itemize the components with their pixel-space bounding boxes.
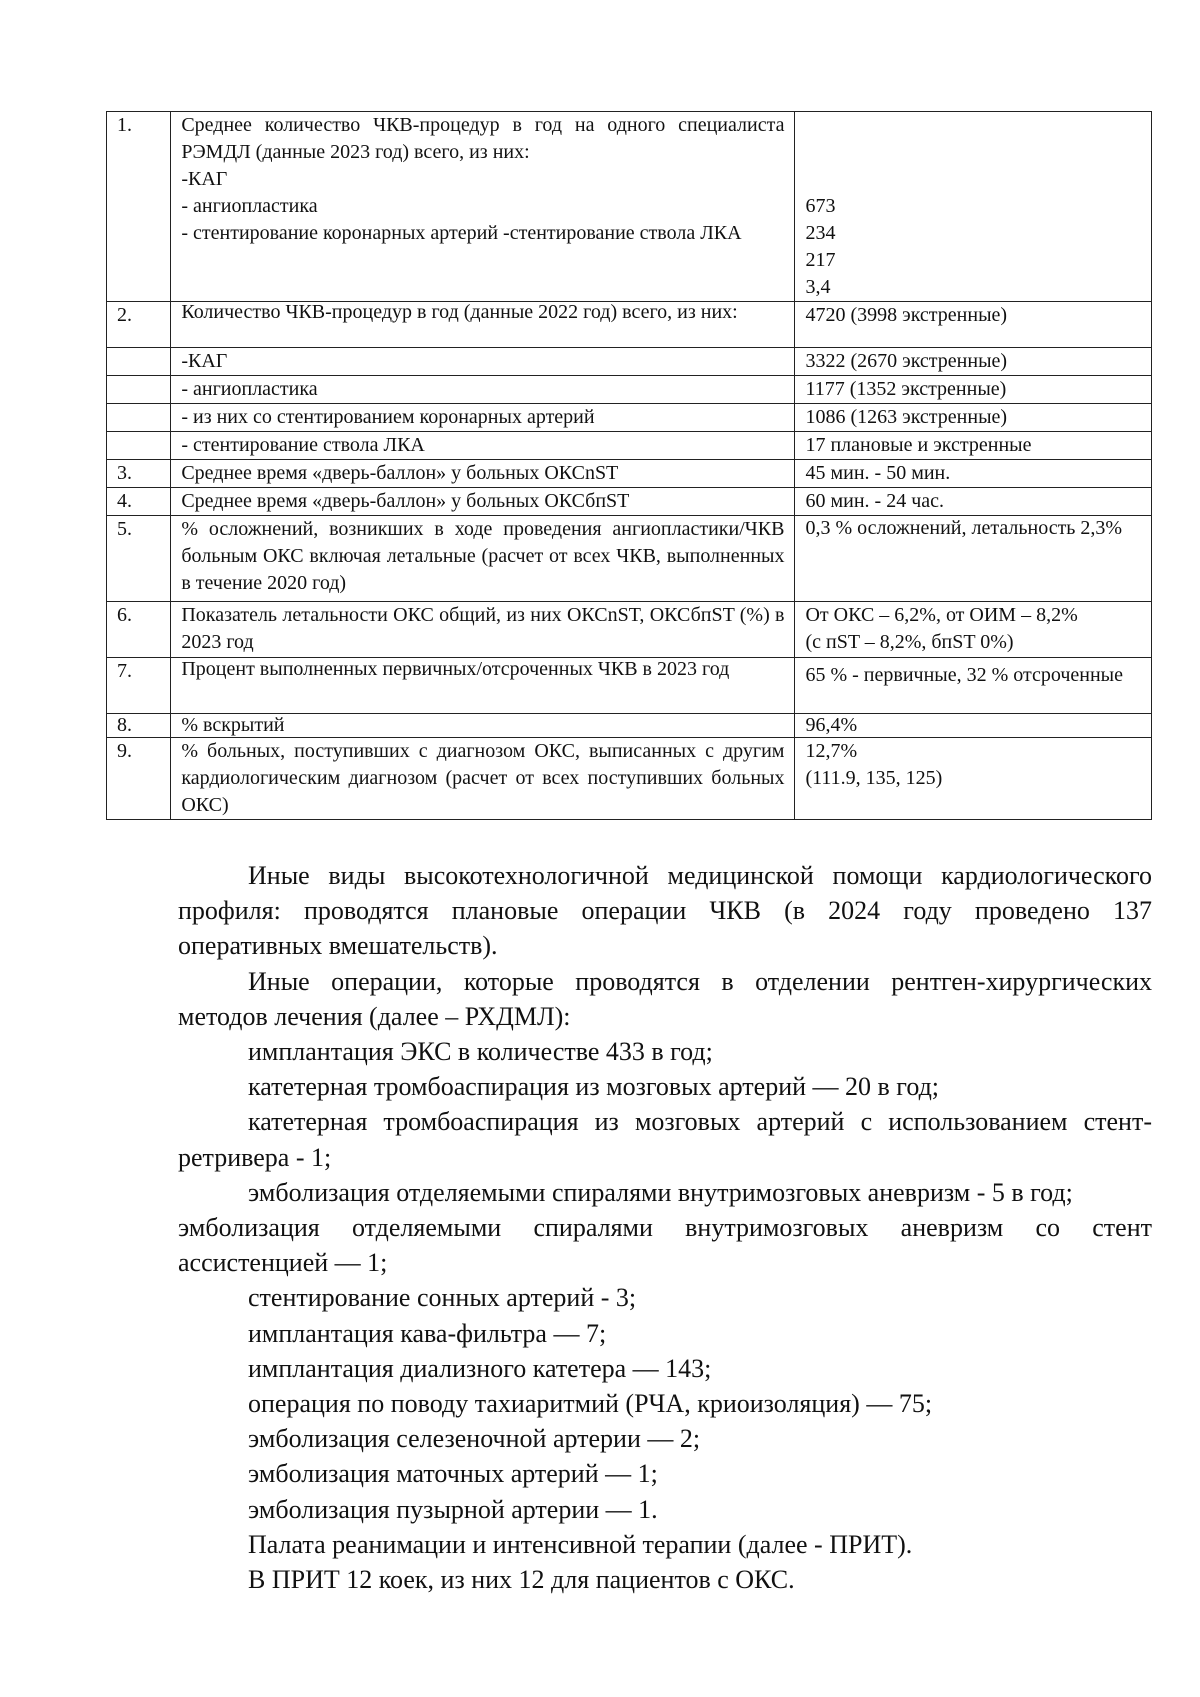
- list-item: катетерная тромбоаспирация из мозговых артерий — 20 в год;: [248, 1072, 940, 1102]
- table-row: [107, 516, 1152, 602]
- table-row: [107, 460, 1152, 488]
- paragraph: Иные операции, которые проводятся в отделении рентген-хирургических методов лечения (далее – РХДМЛ):: [178, 966, 1152, 1031]
- row-number: 2.: [107, 302, 171, 348]
- row-value: 60 мин. - 24 час.: [795, 488, 1152, 516]
- list-item: имплантация ЭКС в количестве 433 в год;: [248, 1037, 713, 1067]
- list-item: эмболизация отделяемыми спиралями внутримозговых аневризм со стент ассистенцией — 1;: [178, 1213, 1152, 1278]
- table-row: [107, 376, 1152, 404]
- row-value: 96,4%: [795, 714, 1152, 738]
- list-item: катетерная тромбоаспирация из мозговых артерий с использованием стент- ретривера - 1;: [178, 1107, 1152, 1172]
- row-description: % больных, поступивших с диагнозом ОКС, выписанных с другим кардиологическим диагнозом (расчет от всех поступивших больных ОКС): [171, 738, 795, 820]
- table-row: [107, 714, 1152, 738]
- table-row: [107, 432, 1152, 460]
- list-item: имплантация кава-фильтра — 7;: [248, 1318, 607, 1348]
- row-value: 17 плановые и экстренные: [795, 432, 1152, 460]
- row-value: 3322 (2670 экстренные): [795, 348, 1152, 376]
- row-description: - стентирование ствола ЛКА: [171, 432, 795, 460]
- table-row: [107, 602, 1152, 658]
- row-number: 8.: [107, 714, 171, 738]
- paragraph: Иные виды высокотехнологичной медицинской помощи кардиологического профиля: проводятся плановые операции ЧКВ (в 2024 году проведено 137 оперативных вмешательств).: [178, 861, 1152, 961]
- paragraph: Палата реанимации и интенсивной терапии (далее - ПРИТ).: [248, 1529, 913, 1559]
- row-number: 5.: [107, 516, 171, 602]
- list-item: эмболизация селезеночной артерии — 2;: [248, 1424, 701, 1454]
- row-number: [107, 376, 171, 404]
- table-row: [107, 658, 1152, 714]
- row-description: Среднее время «дверь-баллон» у больных ОКСnST: [171, 460, 795, 488]
- table-row: [107, 348, 1152, 376]
- table-row: [107, 112, 1152, 302]
- row-value: 45 мин. - 50 мин.: [795, 460, 1152, 488]
- row-value: 4720 (3998 экстренные): [795, 302, 1152, 348]
- statistics-table: [106, 111, 1152, 820]
- row-value: 0,3 % осложнений, летальность 2,3%: [795, 516, 1152, 602]
- table-row: [107, 302, 1152, 348]
- row-value: 65 % - первичные, 32 % отсроченные: [795, 658, 1152, 714]
- table-row: [107, 488, 1152, 516]
- row-number: 6.: [107, 602, 171, 658]
- list-item: операция по поводу тахиаритмий (РЧА, криоизоляция) — 75;: [248, 1389, 933, 1419]
- table-row: [107, 738, 1152, 820]
- row-number: 3.: [107, 460, 171, 488]
- list-item: стентирование сонных артерий - 3;: [248, 1283, 637, 1313]
- row-number: [107, 432, 171, 460]
- list-item: имплантация диализного катетера — 143;: [248, 1353, 712, 1383]
- row-number: [107, 348, 171, 376]
- row-number: 7.: [107, 658, 171, 714]
- row-description: Количество ЧКВ-процедур в год (данные 2022 год) всего, из них:: [171, 302, 795, 348]
- body-text: [178, 858, 1152, 1597]
- row-number: 1.: [107, 112, 171, 302]
- list-item: эмболизация пузырной артерии — 1.: [248, 1494, 658, 1524]
- paragraph: В ПРИТ 12 коек, из них 12 для пациентов с ОКС.: [248, 1565, 795, 1595]
- row-description: Среднее время «дверь-баллон» у больных ОКСбпST: [171, 488, 795, 516]
- row-description: Процент выполненных первичных/отсроченных ЧКВ в 2023 год: [171, 658, 795, 714]
- row-description: Показатель летальности ОКС общий, из них ОКСnST, ОКСбпST (%) в 2023 год: [171, 602, 795, 658]
- row-value: 1177 (1352 экстренные): [795, 376, 1152, 404]
- row-description: -КАГ: [171, 348, 795, 376]
- row-description: - из них со стентированием коронарных артерий: [171, 404, 795, 432]
- row-number: 9.: [107, 738, 171, 820]
- row-value: От ОКС – 6,2%, от ОИМ – 8,2% (с пST – 8,2%, бпST 0%): [795, 602, 1152, 658]
- list-item: эмболизация маточных артерий — 1;: [248, 1459, 658, 1489]
- row-number: [107, 404, 171, 432]
- row-description: - ангиопластика: [171, 376, 795, 404]
- row-description: % вскрытий: [171, 714, 795, 738]
- row-number: 4.: [107, 488, 171, 516]
- row-description: Среднее количество ЧКВ-процедур в год на одного специалиста РЭМДЛ (данные 2023 год) всего, из них: -КАГ - ангиопластика - стентирование коронарных артерий -стентирование ствола ЛКА: [171, 112, 795, 302]
- row-value: 673 234 217 3,4: [795, 112, 1152, 302]
- row-value: 1086 (1263 экстренные): [795, 404, 1152, 432]
- table-row: [107, 404, 1152, 432]
- row-value: 12,7% (111.9, 135, 125): [795, 738, 1152, 820]
- list-item: эмболизация отделяемыми спиралями внутримозговых аневризм - 5 в год;: [248, 1177, 1073, 1207]
- row-description: % осложнений, возникших в ходе проведения ангиопластики/ЧКВ больным ОКС включая летальные (расчет от всех ЧКВ, выполненных в течение 2020 год): [171, 516, 795, 602]
